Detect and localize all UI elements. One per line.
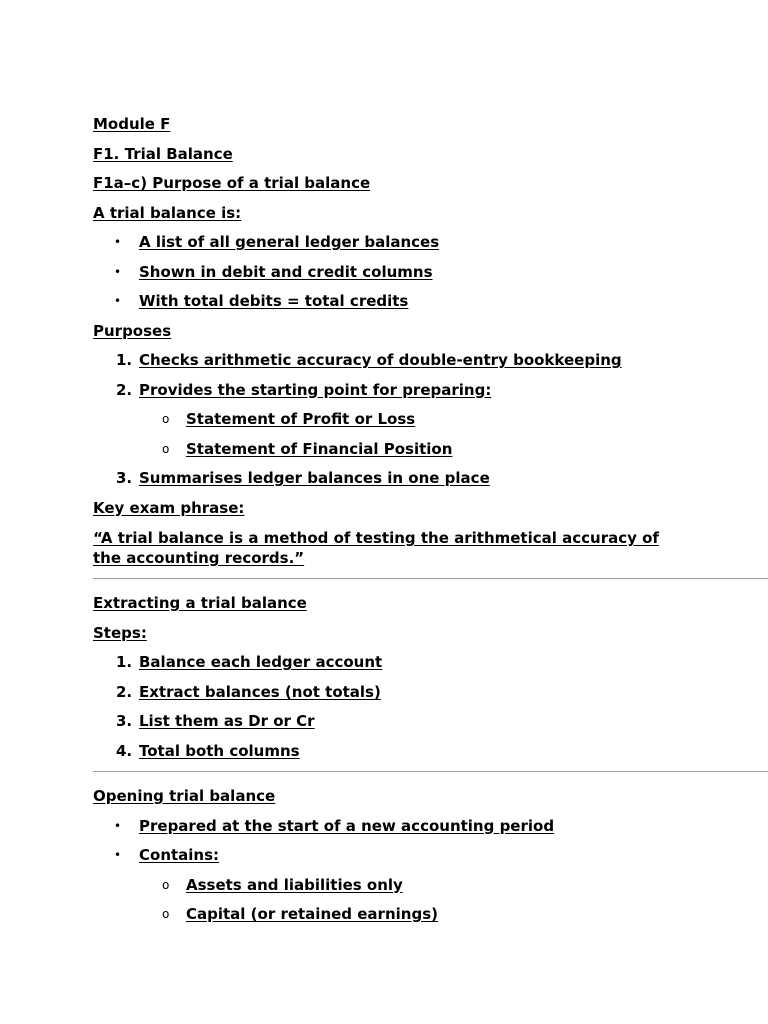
list-sub-item: o Statement of Profit or Loss xyxy=(162,410,416,428)
bullet-marker: • xyxy=(114,818,122,833)
definition-heading: A trial balance is: xyxy=(93,203,242,222)
bullet-marker: • xyxy=(114,235,122,249)
list-item: • Prepared at the start of a new accounting period xyxy=(114,816,555,835)
steps-list xyxy=(93,653,768,761)
list-sub-item: o Assets and liabilities only xyxy=(162,875,403,894)
document-page xyxy=(93,115,768,935)
list-number: 3. xyxy=(116,712,133,730)
bullet-marker: • xyxy=(114,294,122,308)
key-phrase-quote: “A trial balance is a method of testing the arithmetical accuracy of the accounting records.” xyxy=(93,529,659,567)
circle-bullet-marker: o xyxy=(162,441,170,456)
list-number: 1. xyxy=(116,351,133,369)
list-number: 2. xyxy=(116,682,133,701)
list-item: 2. Extract balances (not totals) xyxy=(116,682,381,701)
list-number: 2. xyxy=(116,380,133,399)
module-heading: Module F xyxy=(93,115,171,133)
opening-list xyxy=(93,817,768,925)
subsection-heading: F1a–c) Purpose of a trial balance xyxy=(93,174,371,192)
list-sub-item: o Statement of Financial Position xyxy=(162,439,453,458)
definition-list xyxy=(93,233,768,312)
list-item: • With total debits = total credits xyxy=(114,292,409,310)
purposes-list xyxy=(93,351,768,489)
list-item: 3. List them as Dr or Cr xyxy=(116,712,315,730)
list-number: 1. xyxy=(116,653,133,671)
bullet-marker: • xyxy=(114,264,122,279)
circle-bullet-marker: o xyxy=(162,412,170,426)
list-item: 4. Total both columns xyxy=(116,741,300,760)
steps-label: Steps: xyxy=(93,623,147,642)
opening-heading: Opening trial balance xyxy=(93,787,276,805)
list-item: 3. Summarises ledger balances in one place xyxy=(116,469,490,487)
bullet-marker: • xyxy=(114,848,122,862)
list-number: 4. xyxy=(116,741,133,760)
list-item: 2. Provides the starting point for preparing: xyxy=(116,380,492,399)
purposes-heading: Purposes xyxy=(93,321,172,340)
list-item: • A list of all general ledger balances xyxy=(114,233,440,251)
circle-bullet-marker: o xyxy=(162,877,170,892)
list-number: 3. xyxy=(116,469,133,487)
circle-bullet-marker: o xyxy=(162,907,170,921)
key-phrase-heading: Key exam phrase: xyxy=(93,498,245,517)
extracting-heading: Extracting a trial balance xyxy=(93,594,307,612)
list-item: 1. Balance each ledger account xyxy=(116,653,383,671)
list-item: 1. Checks arithmetic accuracy of double-entry bookkeeping xyxy=(116,351,622,369)
section-heading: F1. Trial Balance xyxy=(93,144,233,163)
list-item: • Contains: xyxy=(114,846,220,864)
list-item: • Shown in debit and credit columns xyxy=(114,262,433,281)
list-sub-item: o Capital (or retained earnings) xyxy=(162,905,438,923)
